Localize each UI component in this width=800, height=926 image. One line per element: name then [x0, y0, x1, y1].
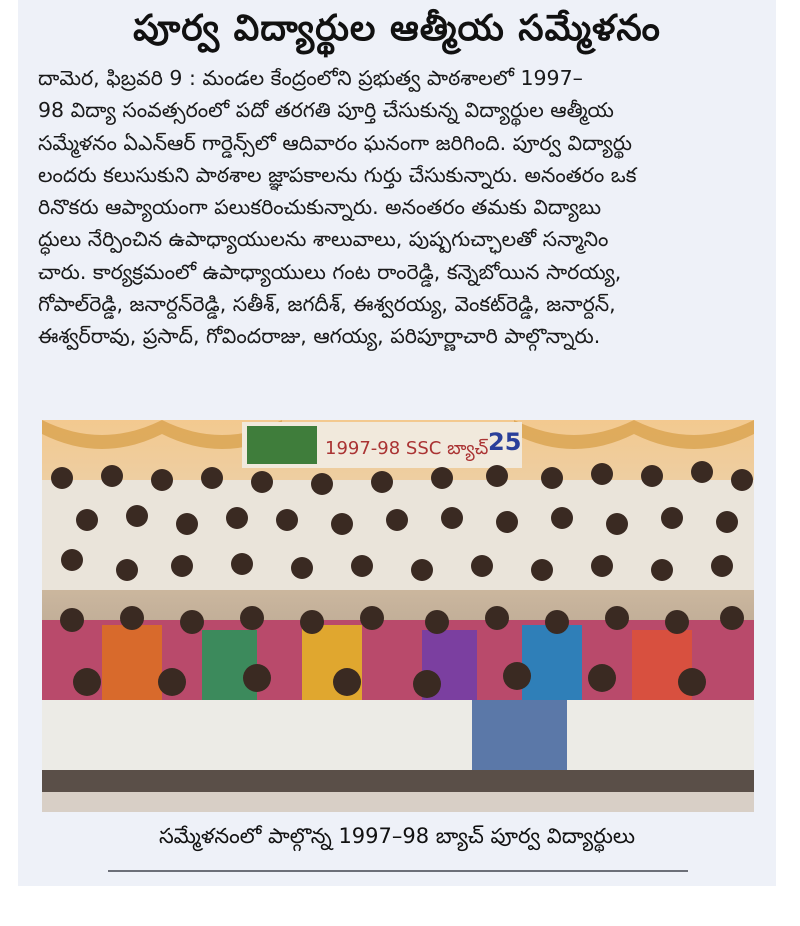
article-line: దామెర, ఫిబ్రవరి 9 : మండల కేంద్రంలోని ప్రభుత్వ పాఠశాలలో 1997– — [38, 66, 583, 90]
article-line: సమ్మేళనం ఏఎన్ఆర్ గార్డెన్స్‌లో ఆదివారం ఘనంగా జరిగింది. పూర్వ విద్యార్థు — [38, 130, 633, 155]
article-line: గోపాల్‌రెడ్డి, జనార్దన్‌రెడ్డి, సతీశ్, జగదీశ్, ఈశ్వరయ్య, వెంకట్‌రెడ్డి, జనార్దన్, — [38, 292, 616, 317]
article-line: రినొకరు ఆప్యాయంగా పలుకరించుకున్నారు. అనంతరం తమకు విద్యాబు — [38, 195, 602, 220]
banner-number: 25 — [488, 428, 522, 456]
news-clipping — [18, 0, 776, 886]
people-back-rows — [42, 461, 754, 590]
article-line: ఈశ్వర్‌రావు, ప్రసాద్, గోవిందరాజు, ఆగయ్య, పరిపూర్ణాచారి పాల్గొన్నారు. — [38, 324, 601, 349]
article-line: ద్ధులు నేర్పించిన ఉపాధ్యాయులను శాలువాలు, పుష్పగుచ్ఛాలతో సన్మానిం — [38, 227, 609, 252]
people-middle-row — [42, 606, 754, 710]
article-line: 98 విద్యా సంవత్సరంలో పదో తరగతి పూర్తి చేసుకున్న విద్యార్థుల ఆత్మీయ — [38, 98, 614, 123]
banner-text: 1997-98 SSC బ్యాచ్ — [325, 438, 489, 459]
group-photo — [42, 420, 754, 812]
article-body — [38, 62, 758, 353]
headline: పూర్వ విద్యార్థుల ఆత్మీయ సమ్మేళనం — [133, 8, 661, 49]
photo-caption: సమ్మేళనంలో పాల్గొన్న 1997–98 బ్యాచ్ పూర్వ విద్యార్థులు — [158, 824, 636, 848]
caption-divider — [108, 870, 688, 872]
article-line: చారు. కార్యక్రమంలో ఉపాధ్యాయులు గంట రాంరెడ్డి, కన్నెబోయిన సారయ్య, — [38, 259, 622, 284]
group-photo-illustration — [42, 420, 754, 812]
reunion-banner — [242, 422, 522, 468]
article-line: లందరు కలుసుకుని పాఠశాల జ్ఞాపకాలను గుర్తు చేసుకున్నారు. అనంతరం ఒక — [38, 162, 637, 187]
